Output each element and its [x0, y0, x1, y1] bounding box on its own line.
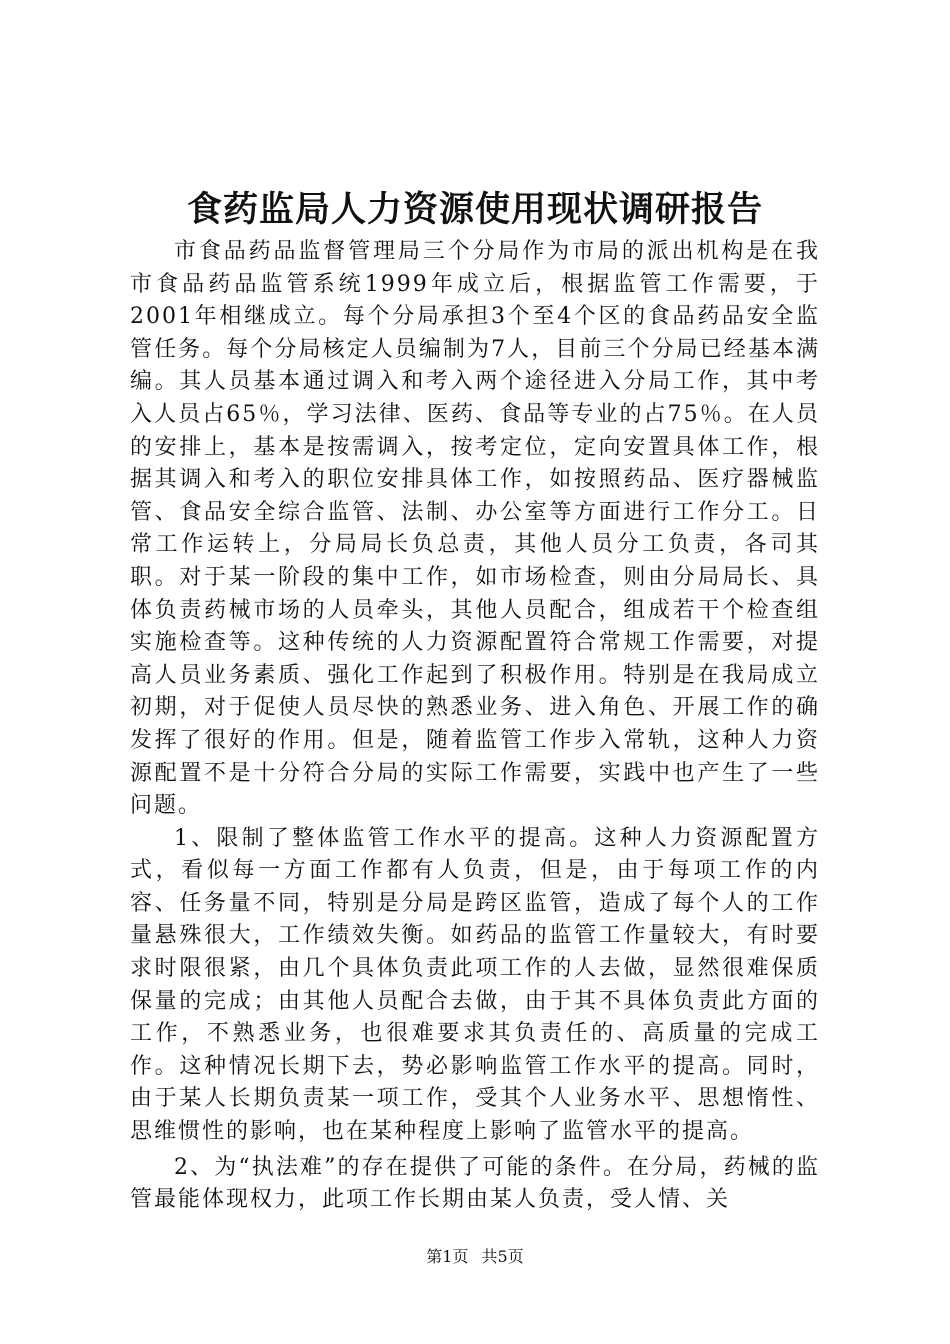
page-total: 共5页 — [481, 1247, 524, 1266]
paragraph-point-1: 1、限制了整体监管工作水平的提高。这种人力资源配置方式，看似每一方面工作都有人负责，但是，由于每项工作的内容、任务量不同，特别是分局是跨区监管，造成了每个人的工作量悬殊很大，工作绩效失衡。如药品的监管工作量较大，有时要求时限很紧，由几个具体负责此项工作的人去做，显然很难保质保量的完成；由其他人员配合去做，由于其不具体负责此方面的工作，不熟悉业务，也很难要求其负责任的、高质量的完成工作。这种情况长期下去，势必影响监管工作水平的提高。同时，由于某人长期负责某一项工作，受其个人业务水平、思想惰性、思维惯性的影响，也在某种程度上影响了监管水平的提高。 — [130, 825, 820, 1145]
document-body — [130, 236, 820, 1217]
page-footer — [0, 1245, 950, 1269]
document-title: 食药监局人力资源使用现状调研报告 — [186, 189, 763, 230]
paragraph-point-2: 2、为“执法难”的存在提供了可能的条件。在分局，药械的监管最能体现权力，此项工作长期由某人负责，受人情、关 — [130, 1154, 820, 1213]
paragraph-intro: 市食品药品监督管理局三个分局作为市局的派出机构是在我市食品药品监管系统1999年成立后，根据监管工作需要，于2001年相继成立。每个分局承担3个至4个区的食品药品安全监管任务。每个分局核定人员编制为7人，目前三个分局已经基本满编。其人员基本通过调入和考入两个途径进入分局工作，其中考入人员占65％，学习法律、医药、食品等专业的占75％。在人员的安排上，基本是按需调入，按考定位，定向安置具体工作，根据其调入和考入的职位安排具体工作，如按照药品、医疗器械监管、食品安全综合监管、法制、办公室等方面进行工作分工。日常工作运转上，分局局长负总责，其他人员分工负责，各司其职。对于某一阶段的集中工作，如市场检查，则由分局局长、具体负责药械市场的人员牵头，其他人员配合，组成若干个检查组实施检查等。这种传统的人力资源配置符合常规工作需要，对提高人员业务素质、强化工作起到了积极作用。特别是在我局成立初期，对于促使人员尽快的熟悉业务、进入角色、开展工作的确发挥了很好的作用。但是，随着监管工作步入常轨，这种人力资源配置不是十分符合分局的实际工作需要，实践中也产生了一些问题。 — [130, 239, 820, 819]
page-number: 第1页 — [426, 1247, 469, 1266]
